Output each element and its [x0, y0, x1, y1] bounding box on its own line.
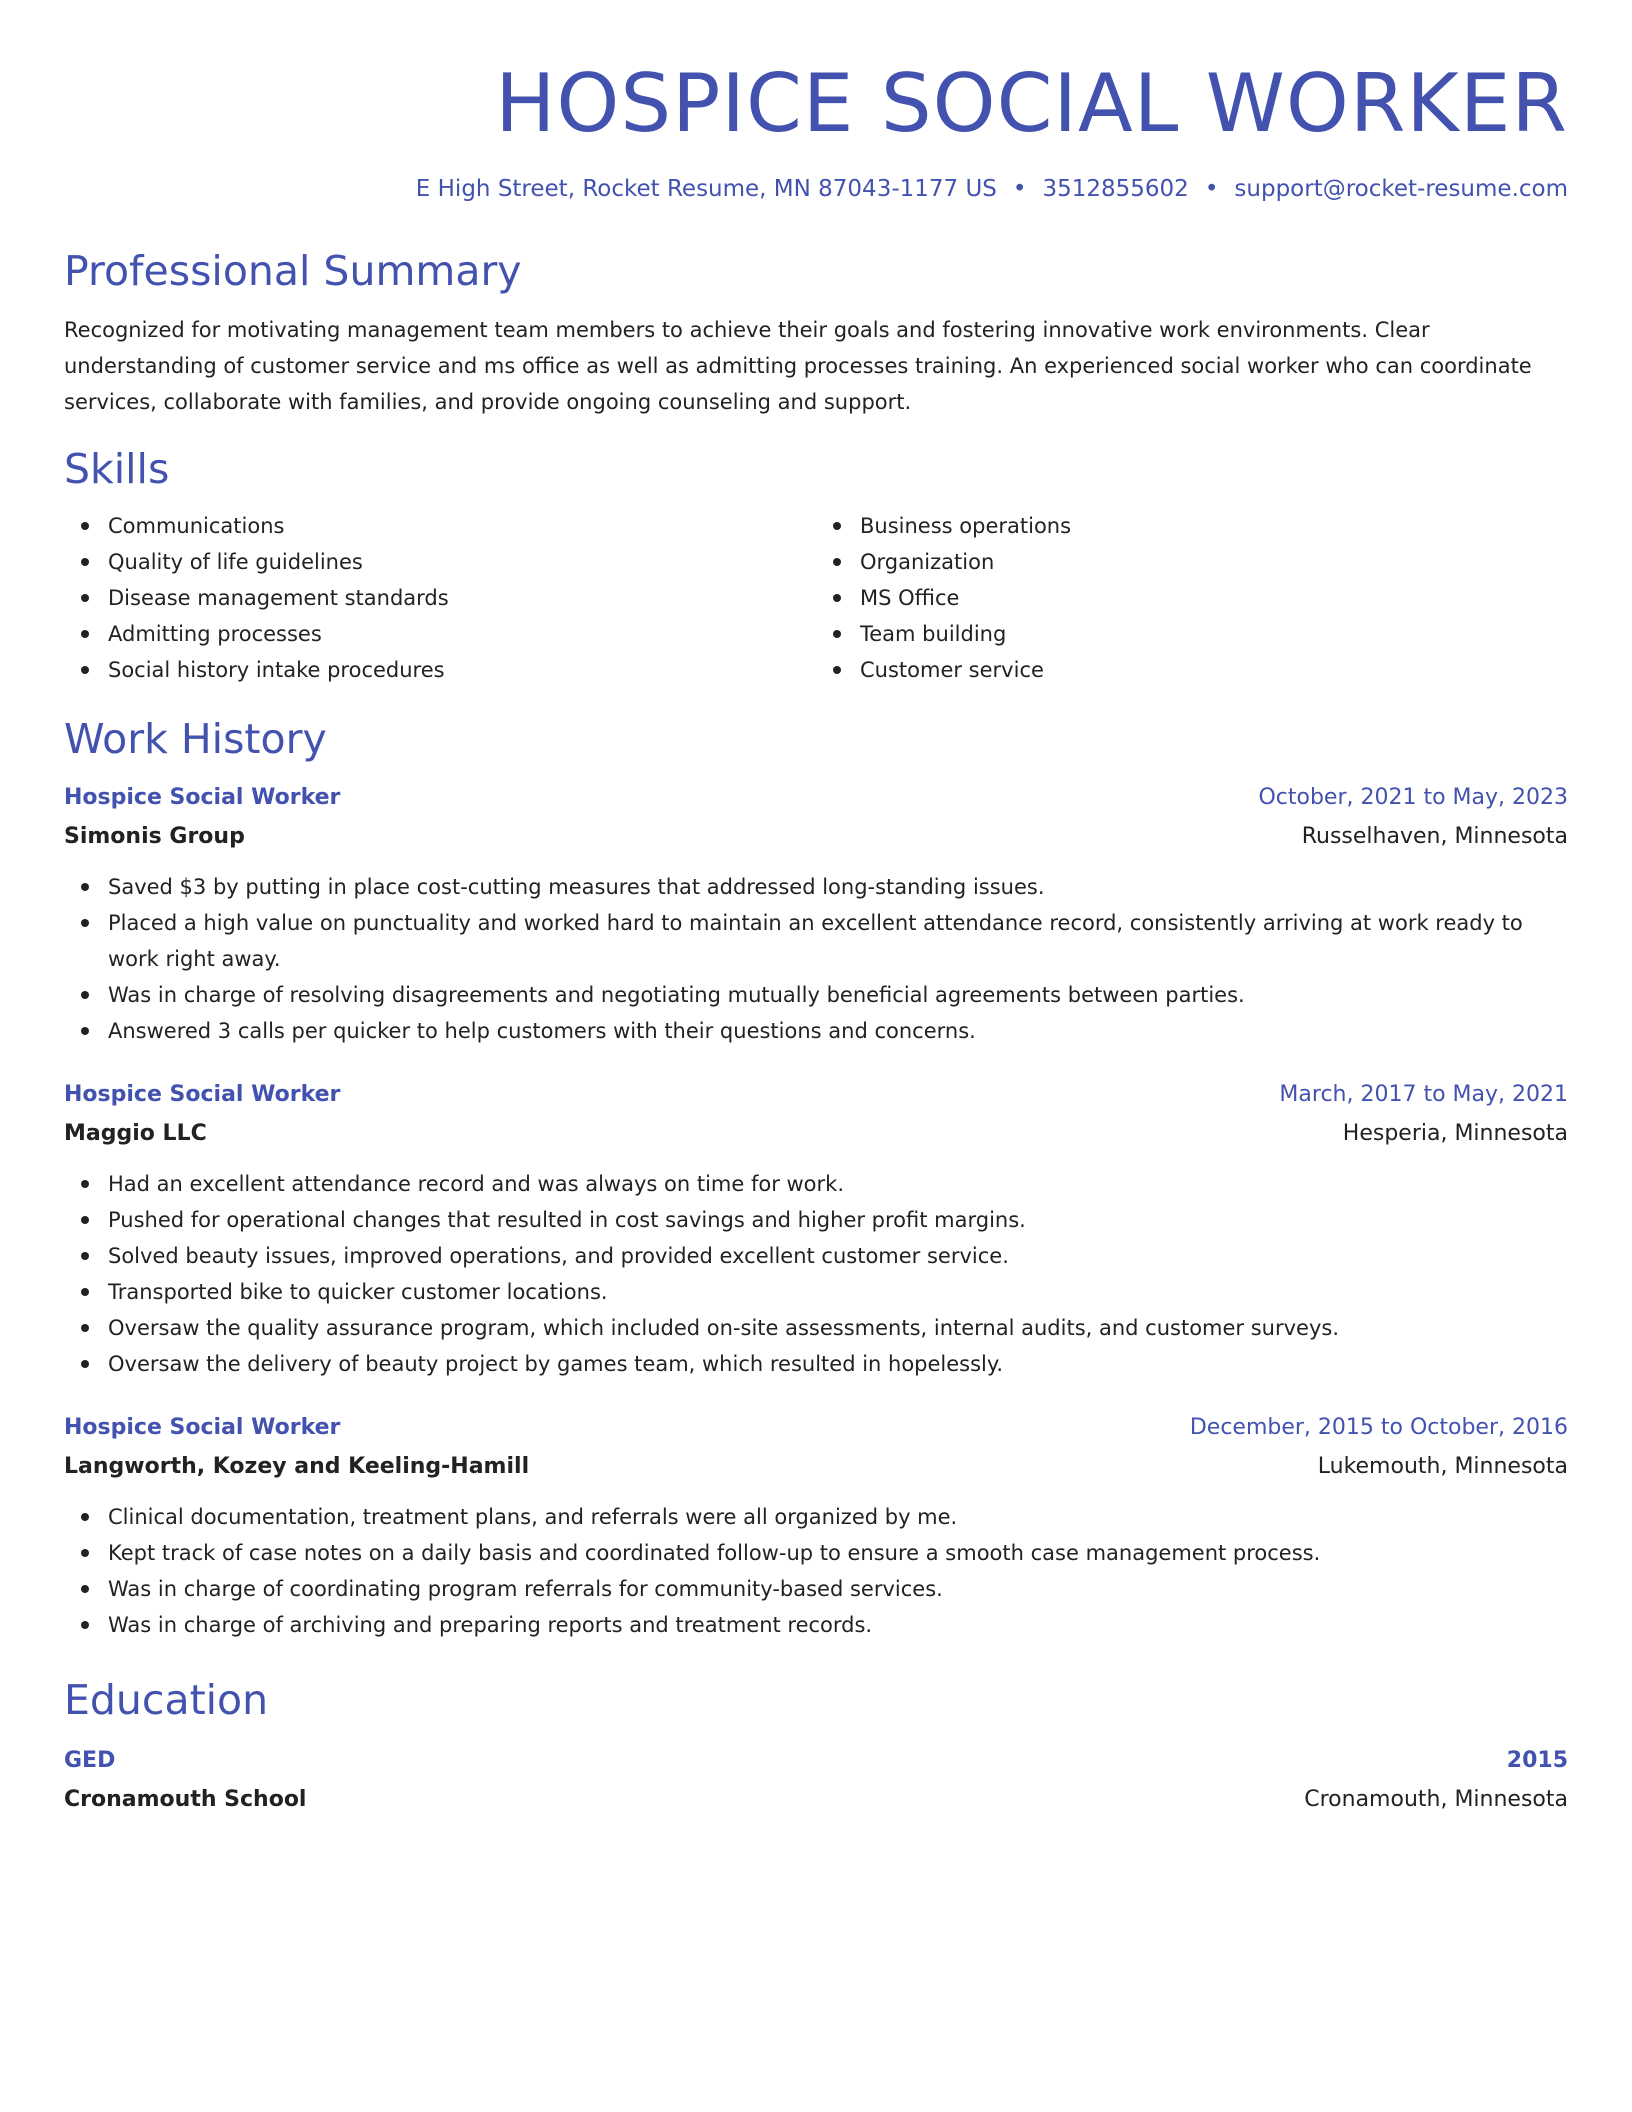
- skill-item: Customer service: [860, 652, 1568, 688]
- summary-text: Recognized for motivating management team members to achieve their goals and fostering innovative work environments. Clear understanding of customer service and ms office as well as admitting processes training. An experienced social worker who can coordinate services, collaborate with families, and provide ongoing counseling and support.: [64, 318, 1532, 414]
- duty-item: Was in charge of archiving and preparing reports and treatment records.: [108, 1607, 1568, 1643]
- job-header: [64, 1410, 1568, 1446]
- job-duties: [64, 1499, 1568, 1643]
- contact-email: support@rocket-resume.com: [1234, 176, 1568, 202]
- education-entry: [64, 1743, 1568, 1818]
- education-heading: Education: [64, 1676, 269, 1724]
- contact-phone: 3512855602: [1042, 176, 1189, 202]
- job-duties: [64, 1166, 1568, 1382]
- duty-item: Saved $3 by putting in place cost-cutting measures that addressed long-standing issues.: [108, 869, 1568, 905]
- job-company-row: [64, 819, 1568, 855]
- duty-item: Transported bike to quicker customer locations.: [108, 1274, 1568, 1310]
- skill-item: MS Office: [860, 580, 1568, 616]
- skill-item: Business operations: [860, 508, 1568, 544]
- duty-item: Oversaw the delivery of beauty project by games team, which resulted in hopelessly.: [108, 1346, 1568, 1382]
- education-degree: GED: [64, 1748, 116, 1773]
- job-company: Maggio LLC: [64, 1121, 207, 1146]
- job-header: [64, 1077, 1568, 1113]
- duty-item: Kept track of case notes on a daily basis and coordinated follow-up to ensure a smooth case management process.: [108, 1535, 1568, 1571]
- job-location: Hesperia, Minnesota: [1342, 1121, 1568, 1146]
- education-header: [64, 1743, 1568, 1779]
- duty-item: Solved beauty issues, improved operations, and provided excellent customer service.: [108, 1238, 1568, 1274]
- duty-item: Pushed for operational changes that resulted in cost savings and higher profit margins.: [108, 1202, 1568, 1238]
- duty-item: Was in charge of coordinating program referrals for community-based services.: [108, 1571, 1568, 1607]
- work-history-heading: Work History: [64, 715, 327, 763]
- job-location: Lukemouth, Minnesota: [1317, 1454, 1568, 1479]
- duty-item: Clinical documentation, treatment plans, and referrals were all organized by me.: [108, 1499, 1568, 1535]
- education-year: 2015: [1506, 1748, 1568, 1773]
- skill-item: Communications: [108, 508, 816, 544]
- resume-page: [64, 0, 1568, 1818]
- contact-separator: •: [1204, 176, 1219, 202]
- skill-item: Disease management standards: [108, 580, 816, 616]
- skills-columns: [64, 508, 1568, 688]
- resume-name: HOSPICE SOCIAL WORKER: [495, 57, 1568, 150]
- job-role: Hospice Social Worker: [64, 1415, 341, 1440]
- skills-list-left: [64, 508, 816, 688]
- skill-item: Social history intake procedures: [108, 652, 816, 688]
- skill-item: Admitting processes: [108, 616, 816, 652]
- summary-heading: Professional Summary: [64, 247, 522, 295]
- job-company: Simonis Group: [64, 824, 245, 849]
- skills-heading: Skills: [64, 445, 170, 493]
- job-company-row: [64, 1449, 1568, 1485]
- job-role: Hospice Social Worker: [64, 785, 341, 810]
- job-company: Langworth, Kozey and Keeling-Hamill: [64, 1454, 530, 1479]
- skill-item: Quality of life guidelines: [108, 544, 816, 580]
- education-location: Cronamouth, Minnesota: [1304, 1787, 1568, 1812]
- job-entry: [64, 780, 1568, 1049]
- duty-item: Answered 3 calls per quicker to help customers with their questions and concerns.: [108, 1013, 1568, 1049]
- education-school-row: [64, 1782, 1568, 1818]
- education-school: Cronamouth School: [64, 1787, 307, 1812]
- job-location: Russelhaven, Minnesota: [1301, 824, 1568, 849]
- job-company-row: [64, 1116, 1568, 1152]
- skills-list-right: [816, 508, 1568, 688]
- duty-item: Placed a high value on punctuality and worked hard to maintain an excellent attendance record, consistently arriving at work ready to work right away.: [108, 905, 1568, 977]
- job-duties: [64, 869, 1568, 1049]
- contact-line: [64, 174, 1568, 204]
- skill-item: Team building: [860, 616, 1568, 652]
- job-role: Hospice Social Worker: [64, 1082, 341, 1107]
- duty-item: Was in charge of resolving disagreements and negotiating mutually beneficial agreements between parties.: [108, 977, 1568, 1013]
- duty-item: Had an excellent attendance record and was always on time for work.: [108, 1166, 1568, 1202]
- job-dates: October, 2021 to May, 2023: [1258, 785, 1568, 810]
- contact-separator: •: [1012, 176, 1027, 202]
- job-header: [64, 780, 1568, 816]
- duty-item: Oversaw the quality assurance program, which included on-site assessments, internal audits, and customer surveys.: [108, 1310, 1568, 1346]
- job-dates: December, 2015 to October, 2016: [1189, 1415, 1568, 1440]
- job-entry: [64, 1410, 1568, 1643]
- job-dates: March, 2017 to May, 2021: [1279, 1082, 1568, 1107]
- contact-address: E High Street, Rocket Resume, MN 87043-1177 US: [415, 176, 997, 202]
- skill-item: Organization: [860, 544, 1568, 580]
- job-entry: [64, 1077, 1568, 1382]
